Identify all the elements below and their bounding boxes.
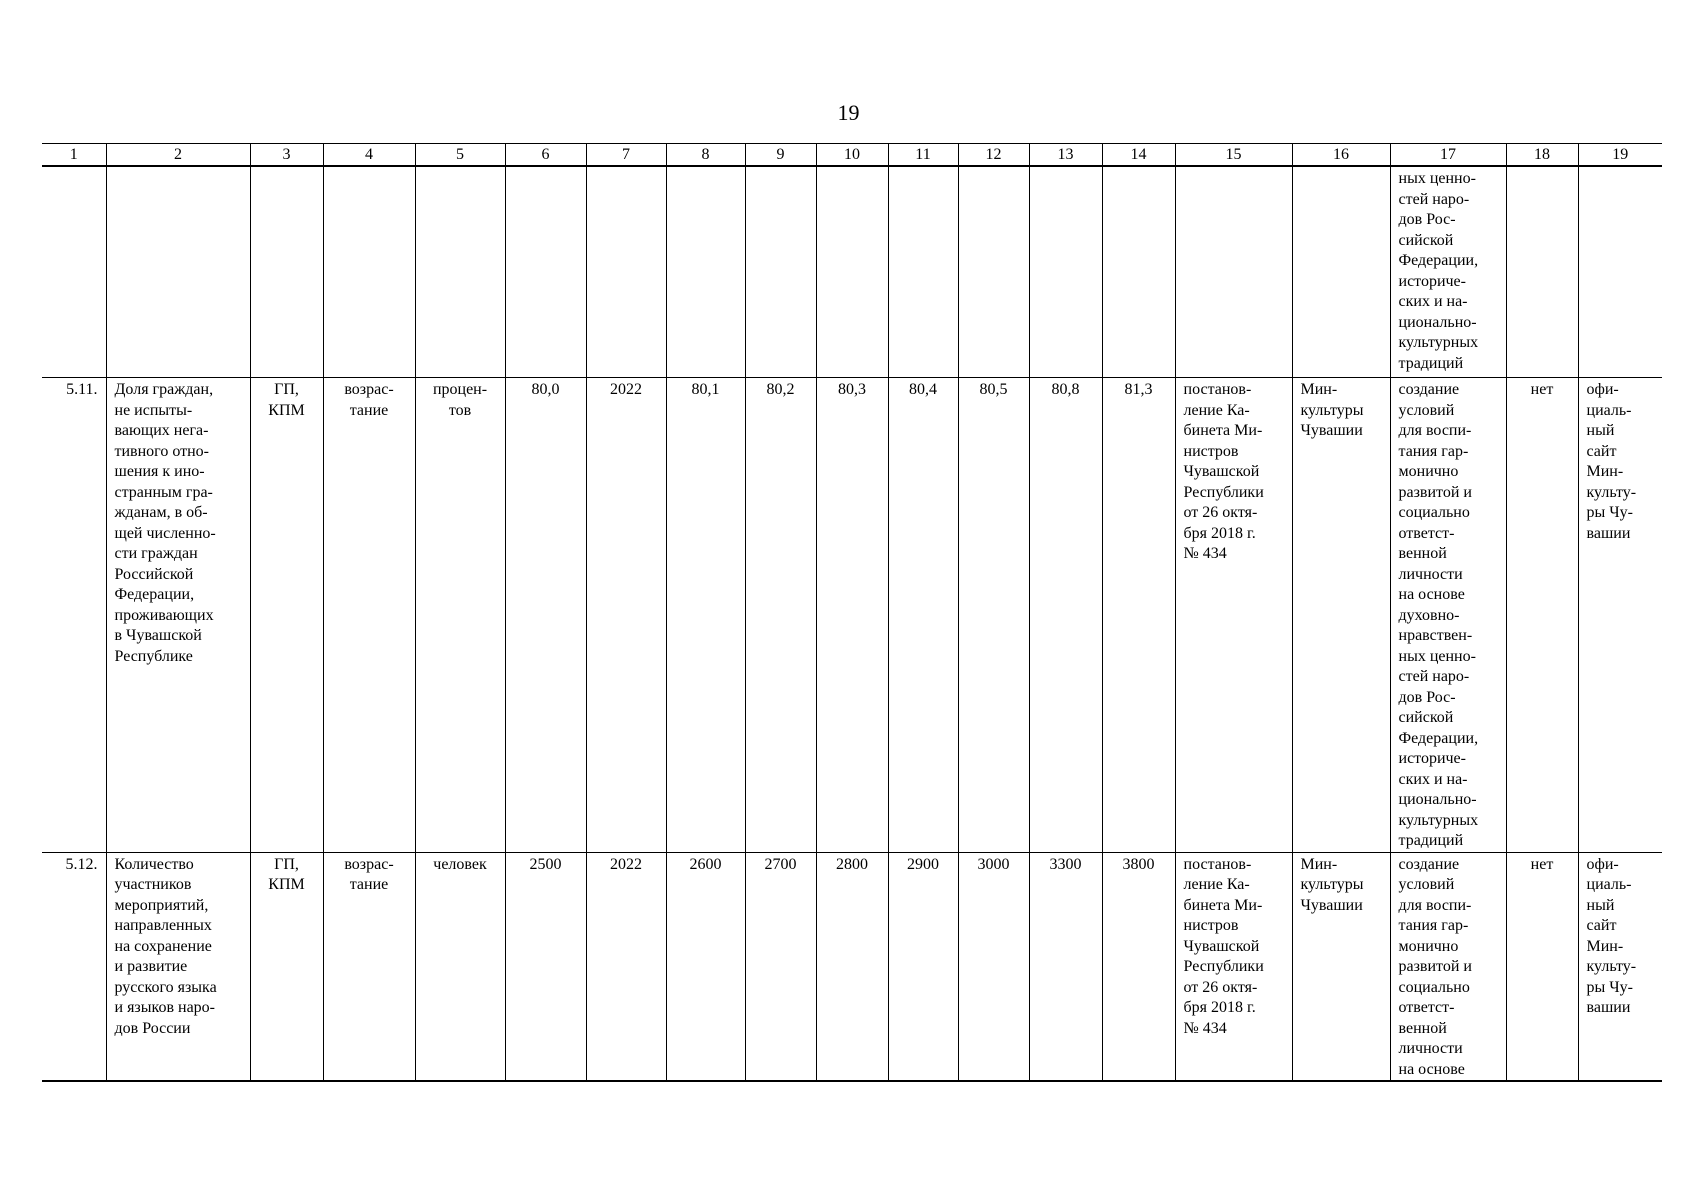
table-cell-goal: создание условий для воспи- тания гар- монично развитой и социально ответст- венной личности на основе духовно- нравствен- ных ценно- стей наро- дов Рос- сийской Федерации, историче- ских и на- ционально- культурных традиций: [1390, 378, 1506, 853]
table-cell-trend: возрас- тание: [323, 852, 415, 1081]
table-cell-value: 80,5: [958, 378, 1029, 853]
table-cell: [745, 166, 816, 378]
table-header-row: [42, 144, 1662, 167]
table-cell-number: 5.12.: [42, 852, 106, 1081]
table-cell: [106, 166, 250, 378]
table-cell: [1175, 166, 1292, 378]
column-header: 17: [1390, 144, 1506, 167]
table-cell-year: 2022: [586, 852, 666, 1081]
table-cell: [888, 166, 958, 378]
table-cell-document: постанов- ление Ка- бинета Ми- нистров Чувашской Республики от 26 октя- бря 2018 г. № 434: [1175, 378, 1292, 853]
table-row-5-11: [42, 378, 1662, 853]
column-header: 2: [106, 144, 250, 167]
column-header: 6: [505, 144, 586, 167]
table-cell-value: 2900: [888, 852, 958, 1081]
table-cell: [1292, 166, 1390, 378]
table-cell: [505, 166, 586, 378]
table-cell-goal: ных ценно- стей наро- дов Рос- сийской Федерации, историче- ских и на- ционально- культурных традиций: [1390, 166, 1506, 378]
column-header: 18: [1506, 144, 1578, 167]
table-cell-responsible: Мин- культуры Чувашии: [1292, 852, 1390, 1081]
table-cell-responsible: Мин- культуры Чувашии: [1292, 378, 1390, 853]
column-header: 8: [666, 144, 745, 167]
column-header: 1: [42, 144, 106, 167]
column-header: 16: [1292, 144, 1390, 167]
column-header: 9: [745, 144, 816, 167]
table-cell-type: ГП, КПМ: [250, 852, 323, 1081]
table-cell-value: 3800: [1102, 852, 1175, 1081]
table-cell-value: 80,2: [745, 378, 816, 853]
table-cell: [415, 166, 505, 378]
table-cell-value: 2700: [745, 852, 816, 1081]
table-cell-unit: человек: [415, 852, 505, 1081]
table-cell-goal: создание условий для воспи- тания гар- монично развитой и социально ответст- венной личности на основе: [1390, 852, 1506, 1081]
table-cell: [666, 166, 745, 378]
column-header: 3: [250, 144, 323, 167]
column-header: 14: [1102, 144, 1175, 167]
table-cell: [958, 166, 1029, 378]
table-cell-source: офи- циаль- ный сайт Мин- культу- ры Чу- вашии: [1578, 378, 1662, 853]
table-row-5-12: [42, 852, 1662, 1081]
table-cell: [42, 166, 106, 378]
table-cell: [1578, 166, 1662, 378]
table-row-continuation: [42, 166, 1662, 378]
column-header: 15: [1175, 144, 1292, 167]
table-cell-indicator: Количество участников мероприятий, направленных на сохранение и развитие русского языка и языков наро- дов России: [106, 852, 250, 1081]
table-cell-value: 2600: [666, 852, 745, 1081]
table-cell-year: 2022: [586, 378, 666, 853]
table-cell-flag: нет: [1506, 852, 1578, 1081]
column-header: 7: [586, 144, 666, 167]
table-cell-unit: процен- тов: [415, 378, 505, 853]
table-cell: [1102, 166, 1175, 378]
table-cell: [586, 166, 666, 378]
column-header: 13: [1029, 144, 1102, 167]
table-cell-source: офи- циаль- ный сайт Мин- культу- ры Чу- вашии: [1578, 852, 1662, 1081]
table-cell: [1029, 166, 1102, 378]
column-header: 12: [958, 144, 1029, 167]
column-header: 10: [816, 144, 888, 167]
table-cell: [250, 166, 323, 378]
table-cell-document: постанов- ление Ка- бинета Ми- нистров Чувашской Республики от 26 октя- бря 2018 г. № 434: [1175, 852, 1292, 1081]
table-cell-value: 3300: [1029, 852, 1102, 1081]
indicators-table: [42, 143, 1662, 1082]
table-cell-value: 80,4: [888, 378, 958, 853]
table-cell: [1506, 166, 1578, 378]
column-header: 4: [323, 144, 415, 167]
page-number: 19: [837, 100, 860, 125]
table-cell-type: ГП, КПМ: [250, 378, 323, 853]
table-cell-value: 2500: [505, 852, 586, 1081]
table-cell-value: 2800: [816, 852, 888, 1081]
table-cell-trend: возрас- тание: [323, 378, 415, 853]
table-cell-flag: нет: [1506, 378, 1578, 853]
table-cell: [816, 166, 888, 378]
table-cell: [323, 166, 415, 378]
column-header: 5: [415, 144, 505, 167]
table-cell-indicator: Доля граждан, не испыты- вающих нега- тивного отно- шения к ино- странным гра- жданам, в об- щей численно- сти граждан Российской Федерации, проживающих в Чувашской Республике: [106, 378, 250, 853]
table-cell-value: 81,3: [1102, 378, 1175, 853]
column-header: 11: [888, 144, 958, 167]
table-cell-value: 80,8: [1029, 378, 1102, 853]
table-cell-value: 80,1: [666, 378, 745, 853]
table-cell-value: 3000: [958, 852, 1029, 1081]
table-cell-number: 5.11.: [42, 378, 106, 853]
column-header: 19: [1578, 144, 1662, 167]
table-cell-value: 80,0: [505, 378, 586, 853]
table-cell-value: 80,3: [816, 378, 888, 853]
